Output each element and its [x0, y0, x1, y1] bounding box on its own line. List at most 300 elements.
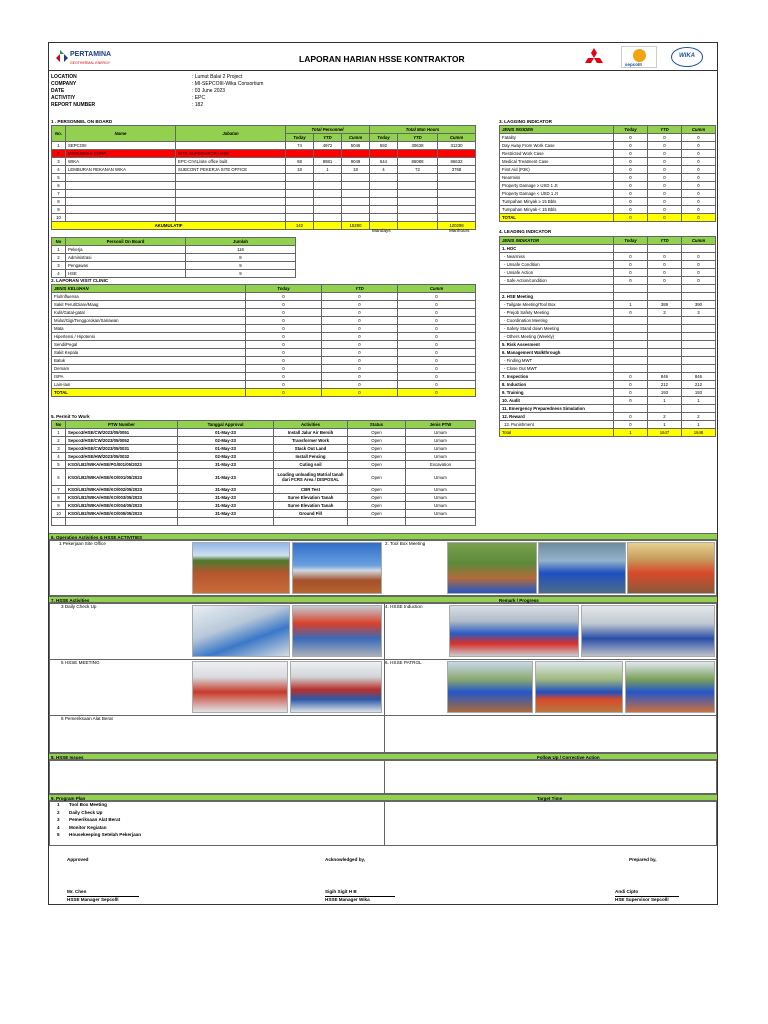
permit-row [52, 494, 476, 502]
clinic-cell: 0 [246, 325, 322, 333]
lagging-cell: 0 [614, 190, 648, 198]
permit-cell: KSO/LB2/WIKA/HSE/PG/001/05/2023 [66, 461, 178, 469]
onboard-cell: 116 [186, 246, 296, 254]
clinic-cell: 0 [398, 341, 476, 349]
leading-cell: 0 [648, 277, 682, 285]
leading-cell: 1 [614, 300, 648, 308]
lagging-cell: 0 [648, 166, 682, 174]
personnel-cell [438, 182, 476, 190]
lagging-cell: 0 [682, 182, 716, 190]
acknowledger-name: Sigih Sigit H B [325, 889, 357, 894]
leading-cell: 212 [648, 380, 682, 388]
onboard-table [51, 237, 296, 278]
leading-cell: 0 [614, 261, 648, 269]
leading-cell [614, 316, 648, 324]
leading-cell: 2 [648, 412, 682, 420]
lagging-table [499, 125, 716, 222]
info-key: LOCATION [51, 74, 77, 80]
clinic-cell: Batuk [52, 357, 246, 365]
leading-cell [682, 356, 716, 364]
onboard-cell: 3 [52, 262, 66, 270]
leading-cell [648, 285, 682, 293]
leading-cell [614, 340, 648, 348]
personnel-cell: 30638 [398, 142, 438, 150]
personnel-cell [314, 182, 342, 190]
leading-cell [682, 245, 716, 253]
permit-cell: Install Jalur Air Bersih [274, 429, 348, 437]
clinic-cell: Demam [52, 365, 246, 373]
leading-cell: 1 [682, 396, 716, 404]
personnel-cell [314, 174, 342, 182]
lagging-cell: 0 [682, 198, 716, 206]
personnel-cell [438, 190, 476, 198]
leading-cell: 1 [648, 396, 682, 404]
clinic-cell: 0 [322, 349, 398, 357]
personnel-cell [342, 198, 370, 206]
leading-total-row [500, 428, 716, 436]
personnel-cell: 4972 [314, 142, 342, 150]
permit-cell: Sepco3/HSE/CW/2023/05/0031 [66, 445, 178, 453]
leading-row [500, 277, 716, 285]
plan-item: Daily Check Up [69, 809, 103, 815]
onboard-row [52, 270, 296, 278]
personnel-cell: 2 [52, 150, 66, 158]
mitsubishi-logo [579, 47, 609, 67]
clinic-cell: 0 [398, 349, 476, 357]
manhours-label: Manhours [449, 228, 470, 233]
clinic-header-cell: YTD [322, 285, 398, 293]
lagging-total-cell: TOTAL [500, 214, 614, 222]
lagging-row [500, 150, 716, 158]
personnel-cell [398, 190, 438, 198]
permit-cell: Ground Fill [274, 510, 348, 518]
personnel-cell [438, 198, 476, 206]
leading-row [500, 340, 716, 348]
leading-cell [648, 356, 682, 364]
leading-cell: 6. Management Walkthrough [500, 348, 614, 356]
permit-empty-cell [66, 518, 178, 526]
leading-cell [682, 316, 716, 324]
permit-cell: Umum [406, 486, 476, 494]
permit-cell: Open [348, 494, 406, 502]
lagging-cell: First Aid (P3K) [500, 166, 614, 174]
leading-cell [614, 356, 648, 364]
leading-cell: 3 [682, 308, 716, 316]
clinic-cell: 0 [246, 365, 322, 373]
clinic-cell: 0 [246, 381, 322, 389]
preparer-role: HSE Supervisor Sepcolll [615, 897, 669, 902]
clinic-cell: 0 [398, 333, 476, 341]
personnel-row [52, 206, 476, 214]
photo-checkup-2 [292, 605, 382, 657]
personnel-total-row [52, 222, 476, 230]
clinic-total-row [52, 389, 476, 397]
personnel-subheader-cell: Today [286, 134, 314, 142]
clinic-total-cell: 0 [246, 389, 322, 397]
lagging-cell: 0 [614, 134, 648, 142]
info-value: : MI-SEPCOIII-Wika Consortium [192, 81, 264, 87]
permit-cell: 8 [52, 494, 66, 502]
lagging-cell: Nearmiss [500, 174, 614, 182]
leading-row [500, 269, 716, 277]
sepco-logo [621, 46, 657, 68]
leading-cell: 12. Reward [500, 412, 614, 420]
approver-name: Mr. Chen [67, 889, 87, 894]
onboard-cell: 8 [186, 254, 296, 262]
clinic-cell: 0 [246, 357, 322, 365]
page-mark: . [338, 26, 339, 30]
personnel-cell [314, 198, 342, 206]
activity-label-induction: 4. HSSE Induction [385, 604, 423, 609]
photo-toolbox-3 [627, 542, 715, 594]
leading-row [500, 308, 716, 316]
photo-patrol-2 [535, 661, 623, 713]
clinic-cell: 0 [322, 333, 398, 341]
lagging-total-cell: 0 [682, 214, 716, 222]
personnel-cell: 9 [52, 206, 66, 214]
lagging-total-cell: 0 [614, 214, 648, 222]
onboard-row [52, 262, 296, 270]
leading-cell: - Unsafe Condition [500, 261, 614, 269]
leading-cell: - Nearmiss [500, 253, 614, 261]
lagging-header-cell: JENIS INSIDEN [500, 126, 614, 134]
leading-cell: 0 [614, 372, 648, 380]
personnel-total-cell: 142 [286, 222, 314, 230]
lagging-cell: 0 [682, 166, 716, 174]
personnel-cell: 31230 [438, 142, 476, 150]
leading-row [500, 412, 716, 420]
lagging-cell: 0 [648, 190, 682, 198]
permit-cell: 5 [52, 461, 66, 469]
personnel-cell [342, 182, 370, 190]
permit-table [51, 420, 476, 526]
personnel-total-label: AKUMULATIF [52, 222, 286, 230]
info-key: COMPANY [51, 81, 77, 87]
lagging-row [500, 182, 716, 190]
photo-meeting-1 [192, 661, 288, 713]
clinic-row [52, 333, 476, 341]
leading-header-cell: Cumm [682, 237, 716, 245]
lagging-cell: 0 [614, 182, 648, 190]
personnel-header-cell: Total Personnel [286, 126, 370, 134]
clinic-cell: Sakit Perut/Diare/Maag [52, 301, 246, 309]
leading-cell: - Safety Stand down Meeting [500, 324, 614, 332]
clinic-header-row [52, 285, 476, 293]
personnel-row [52, 182, 476, 190]
report-info [51, 74, 351, 109]
permit-header-cell: Status [348, 421, 406, 429]
leading-row [500, 253, 716, 261]
leading-header-cell: Today [614, 237, 648, 245]
onboard-cell: Pekerja [66, 246, 186, 254]
personnel-cell [176, 198, 286, 206]
permit-cell: 31-May-23 [178, 502, 274, 510]
hsse-issues-title: 8. HSSE Issues [51, 755, 84, 760]
leading-cell: 846 [682, 372, 716, 380]
operation-activities-title: 6. Operation Activities & HSSE ACTIVITIES [51, 535, 143, 540]
mandays-label: Mandays [372, 228, 391, 233]
leading-cell: - Unsafe Action [500, 269, 614, 277]
clinic-cell: 0 [246, 309, 322, 317]
lagging-cell: Restricted Work Case [500, 150, 614, 158]
leading-cell: 0 [614, 380, 648, 388]
leading-cell [648, 348, 682, 356]
personnel-cell: 86088 [398, 158, 438, 166]
info-key: ACTIVITIY [51, 95, 76, 101]
leading-header-cell: YTD [648, 237, 682, 245]
permit-cell: 31-May-23 [178, 510, 274, 518]
leading-row [500, 261, 716, 269]
clinic-cell: 0 [398, 365, 476, 373]
permit-row [52, 502, 476, 510]
plan-number: 5 [57, 832, 60, 837]
clinic-cell: 0 [322, 301, 398, 309]
permit-empty-cell [52, 518, 66, 526]
leading-cell: 2 [682, 412, 716, 420]
clinic-cell: 0 [322, 373, 398, 381]
leading-table [499, 236, 716, 437]
clinic-cell: 0 [246, 293, 322, 301]
info-value: : Lumut Balai 2 Project [192, 74, 243, 80]
personnel-subheader-cell: Cumm [438, 134, 476, 142]
lagging-total-row [500, 214, 716, 222]
info-value: : 182 [192, 102, 204, 108]
remark-progress-label: Remark / Progress [499, 598, 539, 603]
personnel-cell: 4 [370, 166, 398, 174]
personnel-cell [370, 214, 398, 222]
personnel-cell [342, 190, 370, 198]
plan-item: Housekeeping Setelah Pekerjaan [69, 832, 141, 837]
personnel-cell: SEPCOIII [66, 142, 176, 150]
leading-cell: 0 [682, 269, 716, 277]
clinic-row [52, 349, 476, 357]
leading-cell [682, 324, 716, 332]
lagging-cell: 0 [682, 150, 716, 158]
leading-cell: - Others Meeting (Weekly) [500, 332, 614, 340]
clinic-row [52, 293, 476, 301]
lagging-cell: 0 [648, 174, 682, 182]
personnel-cell [398, 198, 438, 206]
personnel-cell: 3768 [438, 166, 476, 174]
leading-total-cell: 1 [614, 428, 648, 436]
clinic-row [52, 317, 476, 325]
permit-cell: Open [348, 437, 406, 445]
onboard-header-cell: Personil On Board [66, 238, 186, 246]
permit-cell: Install Fencing [274, 453, 348, 461]
photo-patrol-3 [625, 661, 715, 713]
clinic-row [52, 357, 476, 365]
leading-cell: 9. Training [500, 388, 614, 396]
permit-cell: Sepco3/HSE/HW/2023/05/0032 [66, 453, 178, 461]
leading-cell: - Prejob Safety Meeting [500, 308, 614, 316]
permit-cell: Stack Out Land [274, 445, 348, 453]
lagging-cell: Tumpahan Minyak ≥ 15 Bbls [500, 198, 614, 206]
permit-cell: 02-May-23 [178, 453, 274, 461]
leading-cell [614, 364, 648, 372]
permit-cell: 10 [52, 510, 66, 518]
personnel-header-cell: Name [66, 126, 176, 142]
permit-cell: Cuting soil [274, 461, 348, 469]
lagging-header-cell: YTD [648, 126, 682, 134]
report-sheet [48, 42, 718, 905]
personnel-table [51, 125, 476, 230]
permit-header-row [52, 421, 476, 429]
lagging-row [500, 166, 716, 174]
permit-cell: Open [348, 510, 406, 518]
leading-cell [648, 292, 682, 300]
personnel-total-cell: 120298 [438, 222, 476, 230]
photo-toolbox-1 [447, 542, 537, 594]
permit-cell: Umum [406, 453, 476, 461]
lagging-cell: 0 [648, 134, 682, 142]
plan-number: 4 [57, 824, 60, 830]
permit-cell: 3 [52, 445, 66, 453]
personnel-cell [66, 182, 176, 190]
personnel-header-cell: Jabatan [176, 126, 286, 142]
leading-row [500, 316, 716, 324]
lagging-cell: Property Damage < USD 1 Jt [500, 190, 614, 198]
onboard-row [52, 254, 296, 262]
sepco-logo-text: sepcoIII [625, 62, 642, 67]
plan-item: Monitor Kegiatan [69, 824, 107, 830]
clinic-cell: Mata [52, 325, 246, 333]
activity-label-toolbox: 2. Tool Box Meeting [385, 541, 426, 546]
leading-row [500, 356, 716, 364]
approved-label: Approved [67, 857, 89, 862]
onboard-cell: 9 [186, 270, 296, 278]
permit-cell: 4 [52, 453, 66, 461]
permit-cell: Surve Elevation Tanah [274, 502, 348, 510]
personnel-cell [286, 198, 314, 206]
clinic-cell: 0 [322, 357, 398, 365]
leading-row [500, 404, 716, 412]
personnel-cell [398, 214, 438, 222]
permit-cell: 31-May-23 [178, 461, 274, 469]
personnel-cell [342, 206, 370, 214]
onboard-row [52, 246, 296, 254]
permit-header-cell: Activities [274, 421, 348, 429]
leading-cell: 3 [648, 308, 682, 316]
report-title: LAPORAN HARIAN HSSE KONTRAKTOR [299, 54, 465, 64]
lagging-row [500, 158, 716, 166]
permit-cell: CBR Test [274, 486, 348, 494]
clinic-cell: 0 [398, 301, 476, 309]
personnel-cell [398, 206, 438, 214]
personnel-subheader-cell: Cumm [342, 134, 370, 142]
leading-cell [682, 340, 716, 348]
approver-role: HSSE Manager Sepcolll [67, 897, 119, 902]
plan-item: Tool Box Meeting [69, 802, 107, 807]
permit-cell: Sepco3/HSE/CW/2023/05/0051 [66, 429, 178, 437]
permit-empty-row [52, 518, 476, 526]
personnel-cell [314, 214, 342, 222]
clinic-cell: Mulut/Gigi/Tenggorokan/Sariawan [52, 317, 246, 325]
lagging-cell: 0 [648, 206, 682, 214]
personnel-cell [176, 206, 286, 214]
lagging-row [500, 134, 716, 142]
personnel-cell: 9049 [342, 158, 370, 166]
photo-induction-2 [581, 605, 715, 657]
personnel-cell [438, 206, 476, 214]
clinic-cell: 0 [398, 317, 476, 325]
leading-cell: 0 [614, 396, 648, 404]
leading-cell: - Close Out MWT [500, 364, 614, 372]
onboard-cell: 9 [186, 262, 296, 270]
clinic-row [52, 341, 476, 349]
permit-row [52, 437, 476, 445]
personnel-cell [398, 182, 438, 190]
leading-cell: - Coordination Meeting [500, 316, 614, 324]
photo-site-office-2 [292, 542, 382, 594]
leading-cell [682, 285, 716, 293]
permit-cell: Open [348, 461, 406, 469]
pertamina-logo-text: PERTAMINA [70, 51, 112, 58]
lagging-cell: 0 [648, 142, 682, 150]
personnel-cell: 1 [314, 166, 342, 174]
clinic-cell: 0 [246, 341, 322, 349]
clinic-row [52, 381, 476, 389]
personnel-total-cell [314, 222, 342, 230]
personnel-cell [370, 190, 398, 198]
personnel-row [52, 150, 476, 158]
leading-cell [648, 332, 682, 340]
leading-row [500, 420, 716, 428]
personnel-header-cell: No. [52, 126, 66, 142]
clinic-cell: 0 [322, 325, 398, 333]
clinic-total-cell: 0 [322, 389, 398, 397]
personnel-cell [342, 174, 370, 182]
personnel-cell [66, 214, 176, 222]
lagging-total-cell: 0 [648, 214, 682, 222]
personnel-cell: SUBCONT PEKERJA SITE OFFICE [176, 166, 286, 174]
lagging-cell: 0 [614, 206, 648, 214]
plan-number: 2 [57, 809, 60, 815]
clinic-cell: 0 [398, 325, 476, 333]
permit-cell: Open [348, 486, 406, 494]
acknowledged-label: Acknowledged by, [325, 857, 365, 862]
lagging-cell: 0 [682, 142, 716, 150]
permit-cell: Umum [406, 429, 476, 437]
leading-cell [500, 285, 614, 293]
report-header [49, 43, 717, 71]
leading-cell [682, 348, 716, 356]
clinic-table [51, 284, 476, 397]
permit-cell: Sepco3/HSE/CW/2023/05/0052 [66, 437, 178, 445]
lagging-cell: 0 [614, 174, 648, 182]
personnel-cell [314, 206, 342, 214]
operation-activities-band [49, 533, 717, 540]
target-time-label: Target Time [537, 796, 563, 801]
lagging-cell: Day Away From Work Case [500, 142, 614, 150]
personnel-subheader-cell: Today [370, 134, 398, 142]
clinic-cell: Sakit Kepala [52, 349, 246, 357]
leading-cell [648, 245, 682, 253]
clinic-section-title: 2. LAPORAN VISIT CLINIC [51, 278, 109, 283]
leading-cell: 7. Inspection [500, 372, 614, 380]
personnel-cell [286, 150, 314, 158]
leading-cell [614, 245, 648, 253]
personnel-cell: 4 [52, 166, 66, 174]
leading-row [500, 292, 716, 300]
sepco-globe-icon [633, 49, 646, 62]
leading-row [500, 364, 716, 372]
clinic-cell: 0 [246, 317, 322, 325]
personnel-cell [66, 198, 176, 206]
lagging-cell: 0 [682, 134, 716, 142]
permit-cell: Umum [406, 437, 476, 445]
plan-item: Pemeriksaan Alat Berat [69, 817, 121, 822]
onboard-cell: Pengawas [66, 262, 186, 270]
